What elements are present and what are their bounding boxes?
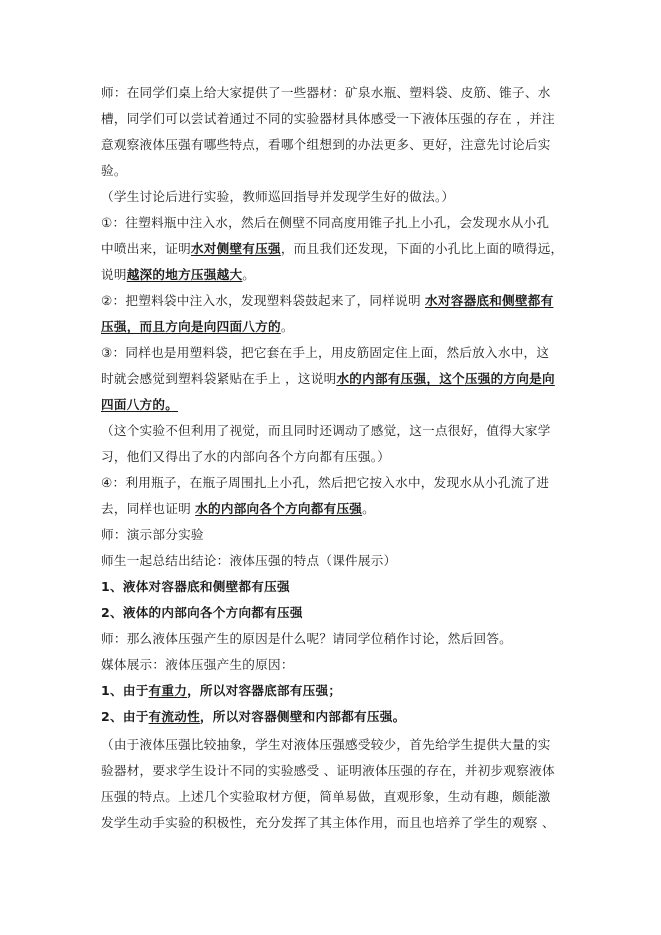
- emphasis-text: 有流动性: [148, 709, 200, 724]
- text-run: ，所以对容器侧壁和内部都有压强。: [199, 709, 406, 724]
- emphasis-text: 水的内部有压强，这个压强的方向是向: [336, 371, 555, 386]
- text-line: 师：那么液体压强产生的原因是什么呢？请同学位稍作讨论，然后回答。: [101, 631, 512, 646]
- text-line: [101, 319, 294, 335]
- text-line: 槽，同学们可以尝试着通过不同的实验器材具体感受一下液体压强的存在 ，并注: [101, 111, 555, 126]
- text-line: ①：往塑料瓶中注入水，然后在侧壁不同高度用锥子扎上小孔，会发现水从小孔: [101, 215, 550, 230]
- text-line: （这个实验不但利用了视觉，而且同时还调动了感觉，这一点很好，值得大家学: [101, 423, 551, 438]
- conclusion-item: 1、液体对容器底和侧壁都有压强: [101, 579, 290, 594]
- text-line: （学生讨论后进行实验，教师巡回指导并发现学生好的做法。）: [101, 189, 455, 204]
- text-line: [101, 397, 178, 413]
- text-run: 2、由于: [101, 709, 149, 724]
- text-line: 媒体展示：液体压强产生的原因：: [101, 657, 294, 672]
- text-line: 验。: [101, 163, 127, 178]
- text-line: 意观察液体压强有哪些特点，看哪个组想到的办法更多、更好，注意先讨论后实: [101, 137, 551, 152]
- text-line: [101, 267, 255, 283]
- text-run: 1、由于: [101, 683, 149, 698]
- text-line: ④：利用瓶子，在瓶子周围扎上小孔，然后把它按入水中，发现水从小孔流了进: [101, 475, 550, 490]
- reason-item: [101, 683, 341, 699]
- text-line: 发学生动手实验的积极性，充分发挥了其主体作用，而且也培养了学生的观察 、: [101, 815, 555, 830]
- emphasis-text: 水的内部向各个方向都有压强: [195, 501, 363, 516]
- text-run: 。: [280, 319, 294, 334]
- text-line: 验器材，要求学生设计不同的实验感受 、证明液体压强的存在，并初步观察液体: [101, 763, 555, 778]
- text-line: [101, 293, 553, 309]
- text-run: 说明: [101, 267, 127, 282]
- text-run: 。: [362, 501, 375, 516]
- conclusion-item: 2、液体的内部向各个方向都有压强: [101, 605, 303, 620]
- emphasis-text: 有重力: [148, 683, 188, 698]
- reason-item: [101, 709, 405, 725]
- text-line: （由于液体压强比较抽象，学生对液体压强感受较少，首先给学生提供大量的实: [101, 737, 551, 752]
- text-line: [101, 501, 375, 517]
- text-line: 师：在同学们桌上给大家提供了一些器材：矿泉水瓶、塑料袋、皮筋、锥子、水: [101, 85, 551, 100]
- emphasis-text: 越深的地方压强越大: [126, 267, 243, 282]
- text-line: 师生一起总结出结论：液体压强的特点（课件展示）: [101, 553, 397, 568]
- emphasis-text: 水对容器底和侧壁都有: [425, 293, 554, 308]
- emphasis-text: 四面八方的。: [101, 397, 179, 412]
- emphasis-text: 水对侧壁有压强: [190, 241, 281, 256]
- text-run: 时就会感觉到塑料袋紧贴在手上 ，这说明: [101, 371, 337, 386]
- text-line: ③：同样也是用塑料袋，把它套在手上，用皮筋固定住上面，然后放入水中，这: [101, 345, 550, 360]
- emphasis-text: 压强，而且方向是向四面八方的: [101, 319, 281, 334]
- text-line: [101, 241, 563, 257]
- text-run: 。: [242, 267, 256, 282]
- text-run: ，而且我们还发现，下面的小孔比上面的喷得远，: [280, 241, 564, 256]
- text-line: 习，他们又得出了水的内部向各个方向都有压强。）: [101, 449, 391, 464]
- text-run: ②：把塑料袋中注入水，发现塑料袋鼓起来了，同样说明: [101, 293, 426, 308]
- text-run: ，所以对容器底部有压强；: [187, 683, 342, 698]
- text-run: 去，同样也证明: [101, 501, 196, 516]
- text-run: 中喷出来，证明: [101, 241, 191, 256]
- text-line: 师：演示部分实验: [101, 527, 204, 542]
- text-line: [101, 371, 555, 387]
- text-line: 压强的特点。上述几个实验取材方便，简单易做，直观形象，生动有趣，颇能激: [101, 789, 551, 804]
